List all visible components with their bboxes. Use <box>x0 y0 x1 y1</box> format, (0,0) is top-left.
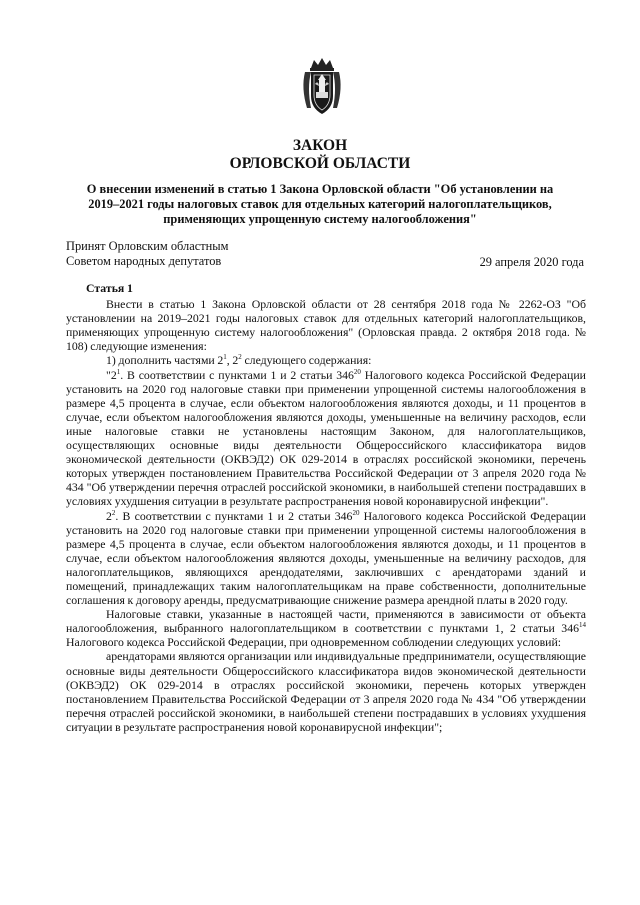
document-title: ЗАКОН <box>292 137 348 154</box>
paragraph-part-2-2: $2^2$. В соответствии с пунктами 1 и 2 статьи $346^{20}$ Налогового кодекса Российской Федерации установить на 2020 год налоговые ставки при применении упрощенной системы налогообложения в размере 4,5 процента в случае, если объектом налогообложения являются доходы, и 11 процентов в случае, если объектом налогообложения являются доходы, уменьшенные на величину расходов, для налогоплательщиков, являющихся арендодателями, заключивших с арендаторами зданий и помещений, принадлежащих таким налогоплательщикам на праве собственности, дополнительные соглашения к договору аренды, предусматривающие снижение размера арендной платы в 2020 году. <box>66 508 586 608</box>
paragraph-amendment-list: 1) дополнить частями $2^1$, $2^2$ следующего содержания: <box>106 353 372 368</box>
document-subtitle: О внесении изменений в статью 1 Закона Орловской области "Об установлении на 2019–2021 годы налоговых ставок для отдельных категорий налогоплательщиков, применяющих упрощенную систему налогообложения" <box>86 182 554 226</box>
adoption-info <box>66 239 366 269</box>
adoption-line-2: Советом народных депутатов <box>66 254 222 268</box>
paragraph-part-2-1: "$2^1$. В соответствии с пунктами 1 и 2 статьи $346^{20}$ Налогового кодекса Российской Федерации установить на 2020 год налоговые ставки при применении упрощенной системы налогообложения в размере 4,5 процента в случае, если объектом налогообложения являются доходы, и 11 процентов в случае, если объектом налогообложения являются доходы, уменьшенные на величину расходов, если иные налоговые ставки не установлены настоящим Законом, для налогоплательщиков, осуществляющих основные виды деятельности Общероссийского классификатора видов экономической деятельности (ОКВЭД2) ОК 029-2014 в отраслях российской экономики, перечень которых утвержден постановлением Правительства Российской Федерации от 3 апреля 2020 года № 434 "Об утверждении перечня отраслей российской экономики, в наибольшей степени пострадавших в условиях ухудшения ситуации в результате распространения новой коронавирусной инфекции". <box>66 367 586 509</box>
adoption-date: 29 апреля 2020 года <box>479 255 584 269</box>
paragraph-condition-1: арендаторами являются организации или индивидуальные предприниматели, осуществляющие основные виды деятельности Общероссийского классификатора видов экономической деятельности (ОКВЭД2) ОК 029-2014 в отраслях российской экономики, перечень которых утвержден постановлением Правительства Российской Федерации от 3 апреля 2020 года № 434 "Об утверждении перечня отраслей российской экономики, в наибольшей степени пострадавших в условиях ухудшения ситуации в результате распространения новой коронавирусной инфекции"; <box>66 649 586 734</box>
document-region: ОРЛОВСКОЙ ОБЛАСТИ <box>229 155 411 172</box>
article-heading: Статья 1 <box>86 281 133 295</box>
document-body <box>66 281 586 734</box>
paragraph-intro: Внести в статью 1 Закона Орловской области от 28 сентября 2018 года № 2262-ОЗ "Об установлении на 2019–2021 годы налоговых ставок для отдельных категорий налогоплательщиков, применяющих упрощенную систему налогообложения" (Орловская правда. 2 октября 2018 года. № 108) следующие изменения: <box>66 297 586 354</box>
adoption-line-1: Принят Орловским областным <box>66 239 229 253</box>
paragraph-conditions-intro: Налоговые ставки, указанные в настоящей части, применяются в зависимости от объекта налогообложения, выбранного налогоплательщиком в соответствии с пунктами 1, 2 статьи $346^{14}$ Налогового кодекса Российской Федерации, при одновременном соблюдении следующих условий: <box>66 607 586 650</box>
coat-of-arms-icon <box>297 58 347 116</box>
